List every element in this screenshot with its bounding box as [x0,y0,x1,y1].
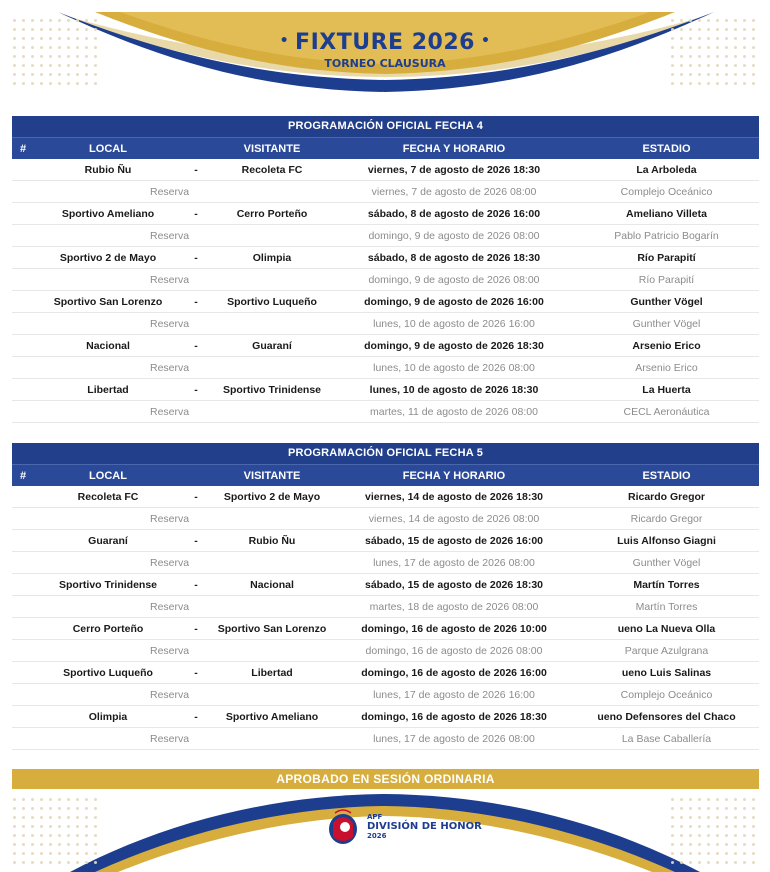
fecha5-column-header [12,464,759,486]
match-row [12,379,759,401]
page-title [0,30,770,55]
reserve-row [12,225,759,247]
local-team: Sportivo San Lorenzo [53,296,163,308]
row-num [12,247,34,268]
row-num [12,225,34,246]
row-num [12,159,34,180]
reserve-datetime: lunes, 10 de agosto de 2026 08:00 [373,362,535,374]
reserve-datetime: viernes, 7 de agosto de 2026 08:00 [371,186,537,198]
vs-separator: - [194,164,198,176]
col-local: LOCAL [89,470,127,482]
row-num [12,181,34,202]
visiting-team: Rubio Ñu [248,535,296,547]
reserve-label: Reserva [150,513,190,525]
local-team: Olimpia [88,711,128,723]
match-row [12,203,759,225]
match-stadium: La Arboleda [636,164,697,176]
reserve-datetime: lunes, 17 de agosto de 2026 16:00 [373,689,535,701]
header-banner [0,0,770,96]
title-bullet-left: • [279,33,290,49]
row-num [12,335,34,356]
reserve-row [12,357,759,379]
col-sep [182,465,210,486]
local-team: Sportivo Luqueño [63,667,153,679]
row-num [12,596,34,617]
footer-dot-pattern-right [668,795,758,865]
visiting-team: Sportivo Trinidense [222,384,322,396]
col-sep [182,138,210,159]
match-stadium: Luis Alfonso Giagni [617,535,716,547]
row-num [12,486,34,507]
reserve-label: Reserva [150,406,190,418]
row-num [12,662,34,683]
logo-apf: APF [367,813,383,821]
fecha5-title: PROGRAMACIÓN OFICIAL FECHA 5 [12,443,759,464]
local-team: Cerro Porteño [72,623,144,635]
match-stadium: Ricardo Gregor [627,491,706,503]
reserve-stadium: Pablo Patricio Bogarín [614,230,719,242]
vs-separator: - [194,208,198,220]
reserve-row [12,313,759,335]
reserve-stadium: CECL Aeronáutica [623,406,710,418]
visiting-team: Sportivo Luqueño [227,296,317,308]
reserve-datetime: lunes, 17 de agosto de 2026 08:00 [373,733,535,745]
visiting-team: Olimpia [252,252,292,264]
row-num [12,728,34,749]
reserve-datetime: viernes, 14 de agosto de 2026 08:00 [368,513,540,525]
reserve-datetime: martes, 18 de agosto de 2026 08:00 [369,601,539,613]
row-num [12,706,34,727]
match-stadium: ueno Defensores del Chaco [597,711,736,723]
reserve-label: Reserva [150,230,190,242]
match-datetime: lunes, 10 de agosto de 2026 18:30 [369,384,539,396]
reserve-stadium: Ricardo Gregor [630,513,703,525]
local-team: Sportivo Trinidense [58,579,158,591]
reserve-row [12,728,759,750]
match-row [12,662,759,684]
reserve-datetime: lunes, 10 de agosto de 2026 16:00 [373,318,535,330]
col-estadio: ESTADIO [642,143,691,155]
reserve-row [12,684,759,706]
visiting-team: Cerro Porteño [236,208,308,220]
reserve-datetime: domingo, 16 de agosto de 2026 08:00 [365,645,543,657]
row-num [12,357,34,378]
match-row [12,335,759,357]
reserve-row [12,401,759,423]
reserve-stadium: Complejo Oceánico [620,689,713,701]
reserve-label: Reserva [150,601,190,613]
match-datetime: sábado, 15 de agosto de 2026 18:30 [365,579,543,591]
reserve-datetime: domingo, 9 de agosto de 2026 08:00 [368,230,540,242]
col-fecha: FECHA Y HORARIO [402,143,506,155]
match-row [12,618,759,640]
match-row [12,706,759,728]
row-num [12,574,34,595]
match-stadium: La Huerta [642,384,691,396]
reserve-datetime: martes, 11 de agosto de 2026 08:00 [370,406,538,418]
reserve-label: Reserva [150,274,190,286]
visiting-team: Libertad [251,667,293,679]
match-row [12,574,759,596]
reserve-row [12,181,759,203]
local-team: Libertad [87,384,129,396]
vs-separator: - [194,252,198,264]
footer-dot-pattern-left [10,795,100,865]
col-estadio: ESTADIO [642,470,691,482]
match-datetime: domingo, 9 de agosto de 2026 16:00 [364,296,544,308]
row-num [12,530,34,551]
match-datetime: domingo, 16 de agosto de 2026 18:30 [361,711,547,723]
match-row [12,530,759,552]
reserve-label: Reserva [150,733,190,745]
local-team: Recoleta FC [77,491,139,503]
match-datetime: sábado, 8 de agosto de 2026 16:00 [367,208,541,220]
logo-year: 2026 [367,832,387,840]
col-fecha: FECHA Y HORARIO [402,470,506,482]
col-num: # [19,470,27,482]
row-num [12,379,34,400]
reserve-stadium: Río Parapití [638,274,695,286]
col-visitante: VISITANTE [243,470,301,482]
reserve-stadium: Arsenio Erico [635,362,698,374]
match-datetime: sábado, 8 de agosto de 2026 18:30 [367,252,541,264]
visiting-team: Guaraní [252,340,292,352]
reserve-label: Reserva [150,557,190,569]
reserve-datetime: lunes, 17 de agosto de 2026 08:00 [373,557,535,569]
match-datetime: sábado, 15 de agosto de 2026 16:00 [365,535,543,547]
vs-separator: - [194,711,198,723]
match-stadium: ueno Luis Salinas [621,667,712,679]
row-num [12,313,34,334]
reserve-label: Reserva [150,186,190,198]
vs-separator: - [194,384,198,396]
match-stadium: Ameliano Villeta [626,208,707,220]
row-num [12,508,34,529]
match-datetime: domingo, 16 de agosto de 2026 16:00 [361,667,547,679]
match-row [12,291,759,313]
reserve-label: Reserva [150,689,190,701]
vs-separator: - [194,296,198,308]
visiting-team: Sportivo San Lorenzo [217,623,327,635]
reserve-stadium: Martín Torres [635,601,698,613]
row-num [12,203,34,224]
fecha5-rows [12,486,759,750]
match-stadium: Arsenio Erico [632,340,701,352]
local-team: Guaraní [88,535,128,547]
match-datetime: viernes, 7 de agosto de 2026 18:30 [367,164,541,176]
title-bullet-right: • [480,33,491,49]
vs-separator: - [194,491,198,503]
match-datetime: domingo, 16 de agosto de 2026 10:00 [361,623,547,635]
fecha4-rows [12,159,759,423]
match-datetime: viernes, 14 de agosto de 2026 18:30 [364,491,543,503]
reserve-row [12,596,759,618]
local-team: Nacional [86,340,130,352]
reserve-label: Reserva [150,362,190,374]
row-num [12,291,34,312]
reserve-stadium: Parque Azulgrana [624,645,709,657]
row-num [12,618,34,639]
reserve-label: Reserva [150,645,190,657]
local-team: Rubio Ñu [84,164,132,176]
row-num [12,401,34,422]
approved-banner: APROBADO EN SESIÓN ORDINARIA [12,769,759,789]
local-team: Sportivo 2 de Mayo [59,252,157,264]
match-row [12,486,759,508]
match-stadium: Martín Torres [633,579,700,591]
vs-separator: - [194,623,198,635]
visiting-team: Recoleta FC [241,164,303,176]
match-row [12,247,759,269]
match-datetime: domingo, 9 de agosto de 2026 18:30 [364,340,544,352]
match-stadium: Río Parapití [637,252,696,264]
reserve-stadium: Gunther Vögel [632,318,701,330]
visiting-team: Nacional [250,579,294,591]
fecha5-table [12,443,759,750]
reserve-datetime: domingo, 9 de agosto de 2026 08:00 [368,274,540,286]
vs-separator: - [194,579,198,591]
col-visitante: VISITANTE [243,143,301,155]
logo-text [367,813,482,840]
reserve-row [12,552,759,574]
shield-logo-icon [325,807,361,847]
col-num: # [19,143,27,155]
col-local: LOCAL [89,143,127,155]
row-num [12,269,34,290]
reserve-row [12,640,759,662]
row-num [12,640,34,661]
match-stadium: ueno La Nueva Olla [617,623,716,635]
row-num [12,684,34,705]
visiting-team: Sportivo 2 de Mayo [223,491,321,503]
reserve-label: Reserva [150,318,190,330]
local-team: Sportivo Ameliano [61,208,155,220]
reserve-row [12,508,759,530]
reserve-stadium: Complejo Oceánico [620,186,713,198]
vs-separator: - [194,667,198,679]
fecha4-table [12,116,759,423]
logo-title: DIVISIÓN DE HONOR [367,821,482,832]
page-subtitle: TORNEO CLAUSURA [324,57,446,70]
vs-separator: - [194,535,198,547]
match-stadium: Gunther Vögel [630,296,703,308]
fecha4-title: PROGRAMACIÓN OFICIAL FECHA 4 [12,116,759,137]
vs-separator: - [194,340,198,352]
reserve-stadium: La Base Caballería [621,733,712,745]
reserve-row [12,269,759,291]
reserve-stadium: Gunther Vögel [632,557,701,569]
fecha4-column-header [12,137,759,159]
row-num [12,552,34,573]
footer-banner [0,789,770,872]
title-text: FIXTURE 2026 [295,30,475,55]
match-row [12,159,759,181]
visiting-team: Sportivo Ameliano [225,711,319,723]
division-de-honor-logo [325,807,482,853]
